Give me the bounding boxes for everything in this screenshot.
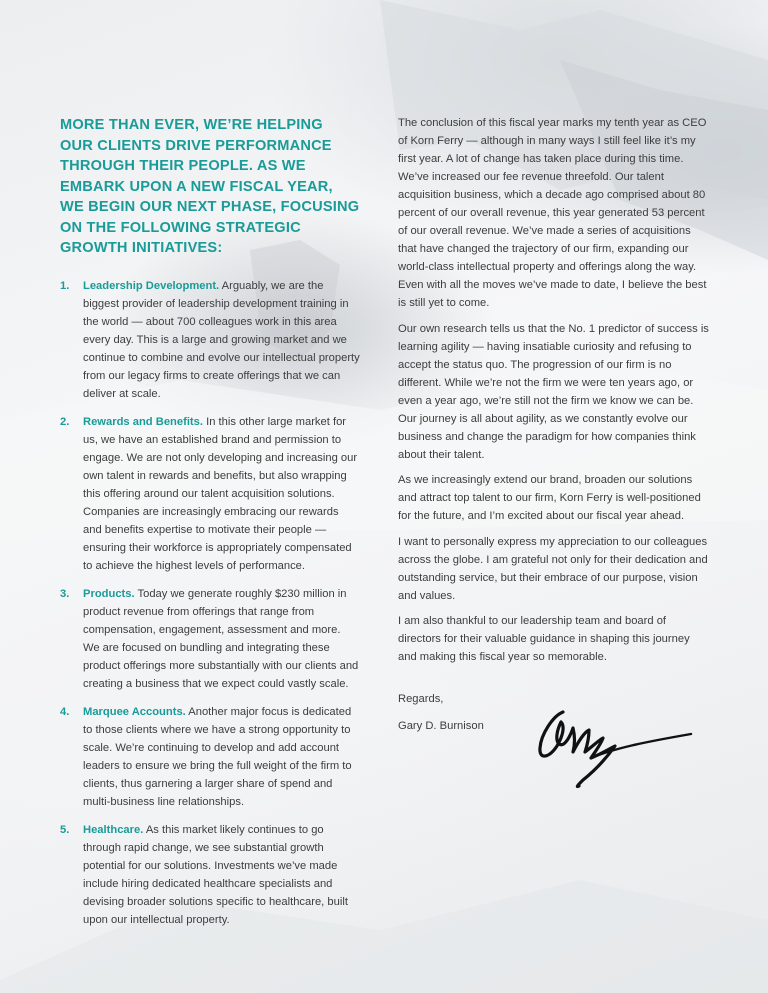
salutation: Regards, xyxy=(398,693,444,705)
list-number: 2. xyxy=(60,415,70,428)
list-number: 1. xyxy=(60,279,70,292)
list-number: 3. xyxy=(60,587,70,600)
list-number: 4. xyxy=(60,705,70,718)
list-item-text: In this other large market for us, we have an established brand and permission to engage. We are not only developing and increasing our own talent in rewards and benefits, but also wrapping this offering around our talent acquisition solutions. Companies are increasingly embracing our rewards and benefits expertise to motivate their people — ensuring their workforce is appropriately compensated to achieve the highest levels of performance. xyxy=(83,415,358,572)
list-item xyxy=(60,585,360,693)
list-item-title: Rewards and Benefits. xyxy=(83,415,203,428)
list-item-title: Healthcare. xyxy=(83,823,144,836)
list-item-text: As this market likely continues to go through rapid change, we see substantial growth potential for our solutions. Investments we’ve made include hiring dedicated healthcare specialists and devising broader solutions specific to healthcare, built upon our intellectual property. xyxy=(83,823,348,926)
list-number: 5. xyxy=(60,823,70,836)
signature-icon xyxy=(535,700,695,790)
left-column xyxy=(60,115,360,939)
letter-paragraph: Our own research tells us that the No. 1 predictor of success is learning agility — having insatiable curiosity and refusing to accept the status quo. The progression of our firm is no different. While we’re not the firm we were ten years ago, or even a year ago, we’re still not the firm we know we can be. Our journey is all about agility, as we constantly evolve our business and change the paradigm for how companies think about their talent. xyxy=(398,322,709,461)
headline: MORE THAN EVER, WE’RE HELPING OUR CLIENTS DRIVE PERFORMANCE THROUGH THEIR PEOPLE. AS WE EMBARK UPON A NEW FISCAL YEAR, WE BEGIN OUR NEXT PHASE, FOCUSING ON THE FOLLOWING STRATEGIC GROWTH INITIATIVES: xyxy=(60,117,360,256)
letter-paragraph: I want to personally express my appreciation to our colleagues across the globe. I am grateful not only for their dedication and outstanding service, but their embrace of our purpose, vision and values. xyxy=(398,535,708,602)
list-item xyxy=(60,413,360,575)
letter-paragraph: I am also thankful to our leadership team and board of directors for their valuable guidance in shaping this journey and making this fiscal year so memorable. xyxy=(398,615,690,663)
list-item-title: Marquee Accounts. xyxy=(83,705,186,718)
signer-name: Gary D. Burnison xyxy=(398,720,484,732)
list-item-text: Arguably, we are the biggest provider of leadership development training in the world — about 700 colleagues work in this area every day. This is a large and growing market and we continue to combine and evolve our intellectual property from our legacy firms to create offerings that we can deliver at scale. xyxy=(83,279,360,400)
list-item-title: Leadership Development. xyxy=(83,279,220,292)
letter-paragraph: The conclusion of this fiscal year marks my tenth year as CEO of Korn Ferry — although in many ways I still feel like it’s my first year. A lot of change has taken place during this time. We’ve increased our fee revenue threefold. Our talent acquisition business, which a decade ago comprised about 80 percent of our overall revenue, this year generated 53 percent of our overall revenue. We’ve made a series of acquisitions that have changed the trajectory of our firm, expanding our world-class intellectual property and offerings along the way. Even with all the moves we’ve made to date, I believe the best is still yet to come. xyxy=(398,117,707,309)
list-item xyxy=(60,821,360,929)
initiatives-list xyxy=(60,277,360,929)
right-column xyxy=(398,114,710,744)
letter-paragraph: As we increasingly extend our brand, broaden our solutions and attract top talent to our firm, Korn Ferry is well-positioned for the future, and I’m excited about our fiscal year ahead. xyxy=(398,474,701,522)
list-item xyxy=(60,277,360,403)
list-item-text: Today we generate roughly $230 million in product revenue from offerings that range from compensation, engagement, assessment and more. We are focused on bundling and integrating these product offerings more substantially with our clients and creating a business that we expect could vastly scale. xyxy=(83,587,359,690)
list-item-title: Products. xyxy=(83,587,135,600)
list-item-text: Another major focus is dedicated to those clients where we have a strong opportunity to scale. We’re continuing to develop and add account leaders to ensure we bring the full weight of the firm to clients, thus garnering a larger share of spend and multi-business line relationships. xyxy=(83,705,352,808)
list-item xyxy=(60,703,360,811)
